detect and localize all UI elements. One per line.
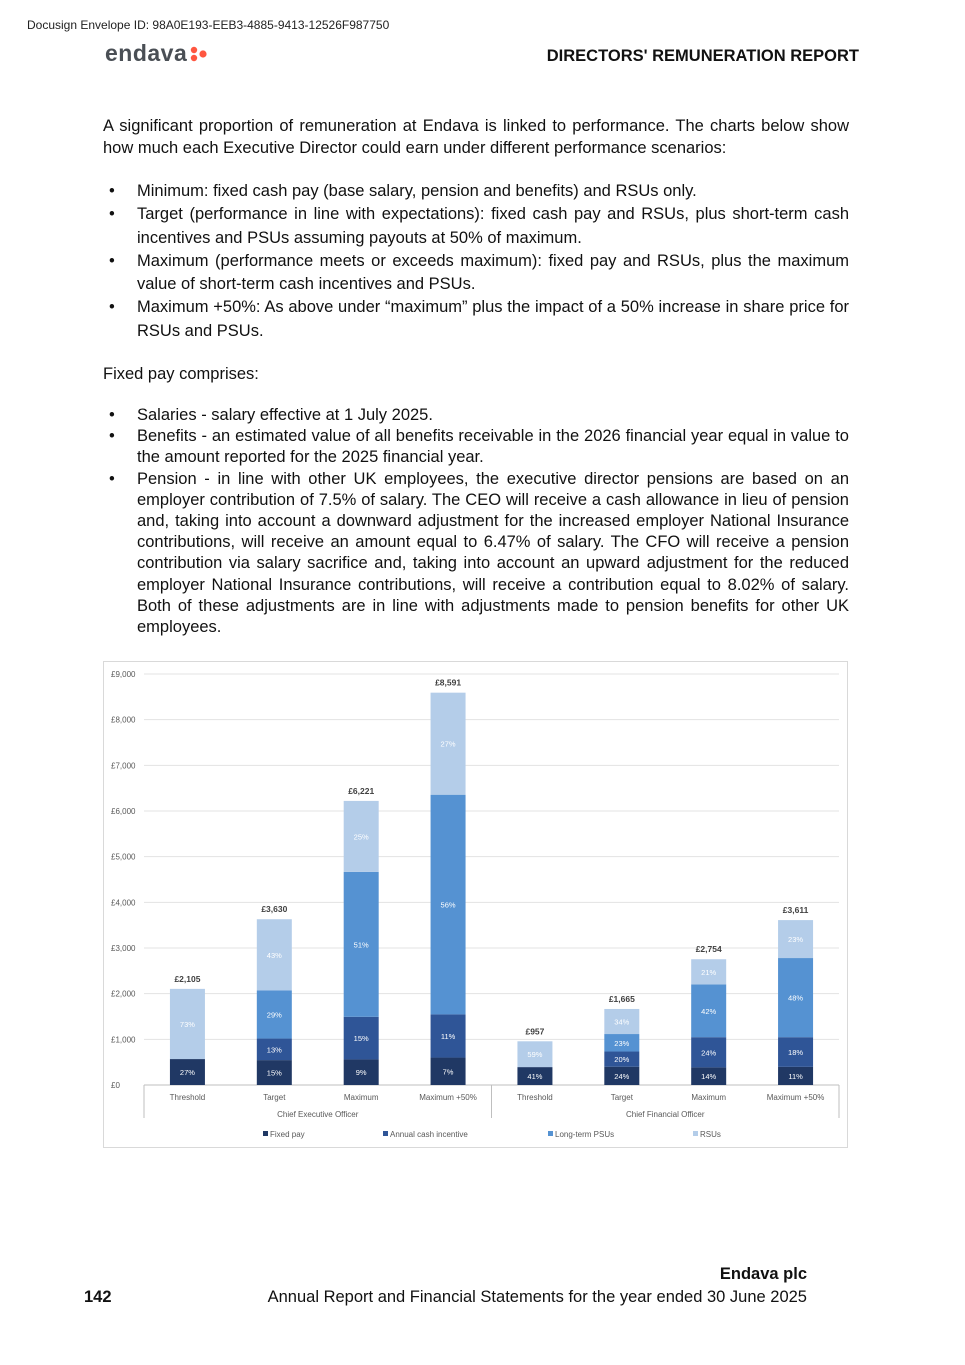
bar-percent-label: 56% xyxy=(440,900,456,910)
bar-percent-label: 42% xyxy=(701,1006,717,1016)
legend-swatch xyxy=(548,1131,553,1136)
bar-percent-label: 43% xyxy=(266,950,282,960)
docusign-envelope-id: Docusign Envelope ID: 98A0E193-EEB3-4885-9413-12526F987750 xyxy=(27,18,390,32)
y-tick-label: £5,000 xyxy=(111,852,136,862)
bar-percent-label: 48% xyxy=(788,993,804,1003)
scenario-item-maximum: • Maximum (performance meets or exceeds maximum): fixed pay and RSUs, plus the maximum value of short-term cash incentives and PSUs. xyxy=(103,250,849,297)
x-group-label: Chief Financial Officer xyxy=(625,1110,705,1119)
logo-mark-icon xyxy=(190,46,208,62)
remuneration-scenarios-chart xyxy=(103,661,848,1148)
y-tick-label: £3,000 xyxy=(111,944,136,953)
x-group-label: Chief Executive Officer xyxy=(277,1110,359,1119)
bar-percent-label: 23% xyxy=(614,1038,630,1048)
bar-total-label: £3,630 xyxy=(261,904,288,915)
x-category-label: Threshold xyxy=(169,1093,206,1102)
bar-percent-label: 18% xyxy=(788,1048,804,1058)
y-tick-label: £7,000 xyxy=(111,761,136,771)
bar-percent-label: 7% xyxy=(442,1067,454,1077)
bar-total-label: £6,221 xyxy=(348,785,375,796)
bar-percent-label: 23% xyxy=(788,935,804,945)
bar-percent-label: 24% xyxy=(701,1048,717,1058)
x-category-label: Maximum xyxy=(343,1093,379,1102)
fixed-pay-list xyxy=(103,405,849,638)
bar-total-label: £3,611 xyxy=(782,905,809,916)
fixed-pay-item-benefits: • Benefits - an estimated value of all benefits receivable in the 2026 financial year equal in value to the amount reported for the 2025 financial year. xyxy=(103,426,849,468)
y-tick-label: £8,000 xyxy=(111,715,136,725)
bar-percent-label: 24% xyxy=(614,1071,630,1081)
bar-percent-label: 27% xyxy=(440,739,456,749)
y-tick-label: £9,000 xyxy=(111,670,136,679)
bar-total-label: £1,665 xyxy=(608,993,635,1004)
bar-percent-label: 11% xyxy=(440,1031,456,1041)
legend-label: Long-term PSUs xyxy=(555,1130,615,1139)
intro-paragraph: A significant proportion of remuneration at Endava is linked to performance. The charts below show how much each Executive Director could earn under different performance scenarios: xyxy=(103,117,849,157)
x-category-label: Target xyxy=(263,1093,286,1102)
bar-percent-label: 51% xyxy=(353,940,369,950)
y-tick-label: £0 xyxy=(111,1081,120,1090)
y-tick-label: £4,000 xyxy=(111,898,136,908)
bar-percent-label: 9% xyxy=(355,1068,367,1078)
bar-percent-label: 11% xyxy=(788,1071,803,1081)
legend-label: RSUs xyxy=(700,1130,721,1139)
y-tick-label: £1,000 xyxy=(111,1035,136,1045)
bar-percent-label: 27% xyxy=(179,1068,195,1078)
bar-percent-label: 34% xyxy=(614,1017,630,1027)
bar-percent-label: 13% xyxy=(266,1045,282,1055)
x-category-label: Target xyxy=(610,1093,633,1102)
bar-percent-label: 29% xyxy=(266,1010,282,1020)
bar-percent-label: 73% xyxy=(179,1019,195,1029)
section-title: DIRECTORS' REMUNERATION REPORT xyxy=(546,47,859,65)
footer-company: Endava plc xyxy=(719,1265,807,1283)
page-number: 142 xyxy=(84,1288,112,1306)
bar-percent-label: 25% xyxy=(353,832,369,842)
x-category-label: Threshold xyxy=(517,1093,553,1102)
footer-subtitle: Annual Report and Financial Statements for the year ended 30 June 2025 xyxy=(267,1288,807,1306)
scenario-list xyxy=(103,180,849,343)
bar-percent-label: 15% xyxy=(266,1068,282,1078)
y-tick-label: £6,000 xyxy=(111,807,136,816)
bar-percent-label: 15% xyxy=(353,1034,369,1044)
legend-label: Annual cash incentive xyxy=(390,1130,468,1139)
bar-percent-label: 41% xyxy=(527,1072,543,1082)
chart-canvas xyxy=(104,662,849,1149)
fixed-pay-heading: Fixed pay comprises: xyxy=(103,365,259,383)
y-tick-label: £2,000 xyxy=(111,989,136,999)
bar-percent-label: 14% xyxy=(701,1072,717,1082)
scenario-item-maximum-plus-50: • Maximum +50%: As above under “maximum” plus the impact of a 50% increase in share price for RSUs and PSUs. xyxy=(103,296,849,343)
x-category-label: Maximum +50% xyxy=(419,1093,477,1102)
legend-swatch xyxy=(263,1131,268,1136)
x-category-label: Maximum +50% xyxy=(766,1093,825,1102)
bar-percent-label: 59% xyxy=(527,1050,543,1060)
bar-total-label: £2,754 xyxy=(695,944,722,955)
x-category-label: Maximum xyxy=(691,1093,727,1102)
bar-total-label: £957 xyxy=(525,1026,545,1037)
legend-swatch xyxy=(693,1131,698,1136)
fixed-pay-item-pension: • Pension - in line with other UK employees, the executive director pensions are based on an employer contribution of 7.5% of salary. The CEO will receive a cash allowance in lieu of pension and, taking into account a downward adjustment for the increased employer National Insurance contributions, will receive an amount equal to 6.47% of salary. The CFO will receive a pension contribution via salary sacrifice and, taking into account an upward adjustment for the reduced employer National Insurance contributions, will receive a contribution equal to 8.02% of salary. Both of these adjustments are in line with adjustments made to pension benefits for other UK employees. xyxy=(103,469,849,639)
fixed-pay-item-salaries: • Salaries - salary effective at 1 July 2025. xyxy=(103,405,849,426)
bar-percent-label: 21% xyxy=(701,967,717,977)
bar-total-label: £8,591 xyxy=(435,677,462,688)
legend-swatch xyxy=(383,1131,388,1136)
endava-logo xyxy=(105,40,208,67)
bar-total-label: £2,105 xyxy=(174,973,201,984)
scenario-item-minimum: • Minimum: fixed cash pay (base salary, pension and benefits) and RSUs only. xyxy=(103,180,849,203)
logo-text: endava xyxy=(105,40,188,66)
bar-percent-label: 20% xyxy=(614,1055,630,1065)
legend-label: Fixed pay xyxy=(270,1130,305,1139)
scenario-item-target: • Target (performance in line with expectations): fixed cash pay and RSUs, plus short-term cash incentives and PSUs assuming payouts at 50% of maximum. xyxy=(103,203,849,250)
